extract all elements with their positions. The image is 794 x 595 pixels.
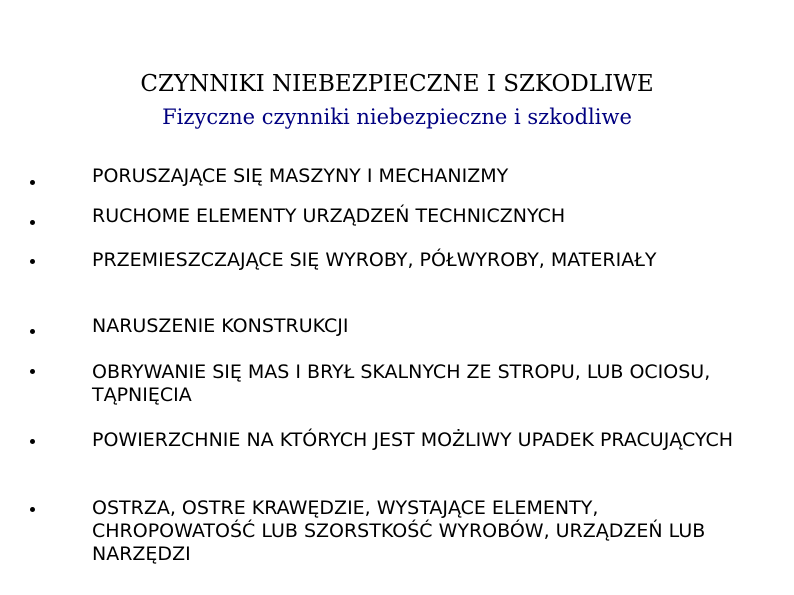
bullet-text: PRZEMIESZCZAJĄCE SIĘ WYROBY, PÓŁWYROBY, MATERIAŁY <box>92 249 657 271</box>
bullet-dot-icon <box>30 369 35 374</box>
bullet-text: OBRYWANIE SIĘ MAS I BRYŁ SKALNYCH ZE STROPU, LUB OCIOSU, TĄPNIĘCIA <box>92 361 711 406</box>
bullet-dot-icon <box>30 180 35 185</box>
slide-title: CZYNNIKI NIEBEZPIECZNE I SZKODLIWE <box>140 71 654 97</box>
bullet-dot-icon <box>30 439 35 444</box>
bullet-text: POWIERZCHNIE NA KTÓRYCH JEST MOŻLIWY UPADEK PRACUJĄCYCH <box>92 429 734 451</box>
bullet-dot-icon <box>30 220 35 225</box>
bullet-text: RUCHOME ELEMENTY URZĄDZEŃ TECHNICZNYCH <box>92 205 566 227</box>
bullet-text: NARUSZENIE KONSTRUKCJI <box>92 315 349 337</box>
bullet-dot-icon <box>30 507 35 512</box>
bullet-dot-icon <box>30 259 35 264</box>
bullet-text: OSTRZA, OSTRE KRAWĘDZIE, WYSTAJĄCE ELEMENTY, CHROPOWATOŚĆ LUB SZORSTKOŚĆ WYROBÓW, URZĄDZEŃ LUB NARZĘDZI <box>92 497 706 565</box>
bullet-text: PORUSZAJĄCE SIĘ MASZYNY I MECHANIZMY <box>92 165 509 187</box>
bullet-dot-icon <box>30 329 35 334</box>
slide-subtitle: Fizyczne czynniki niebezpieczne i szkodliwe <box>162 105 632 129</box>
